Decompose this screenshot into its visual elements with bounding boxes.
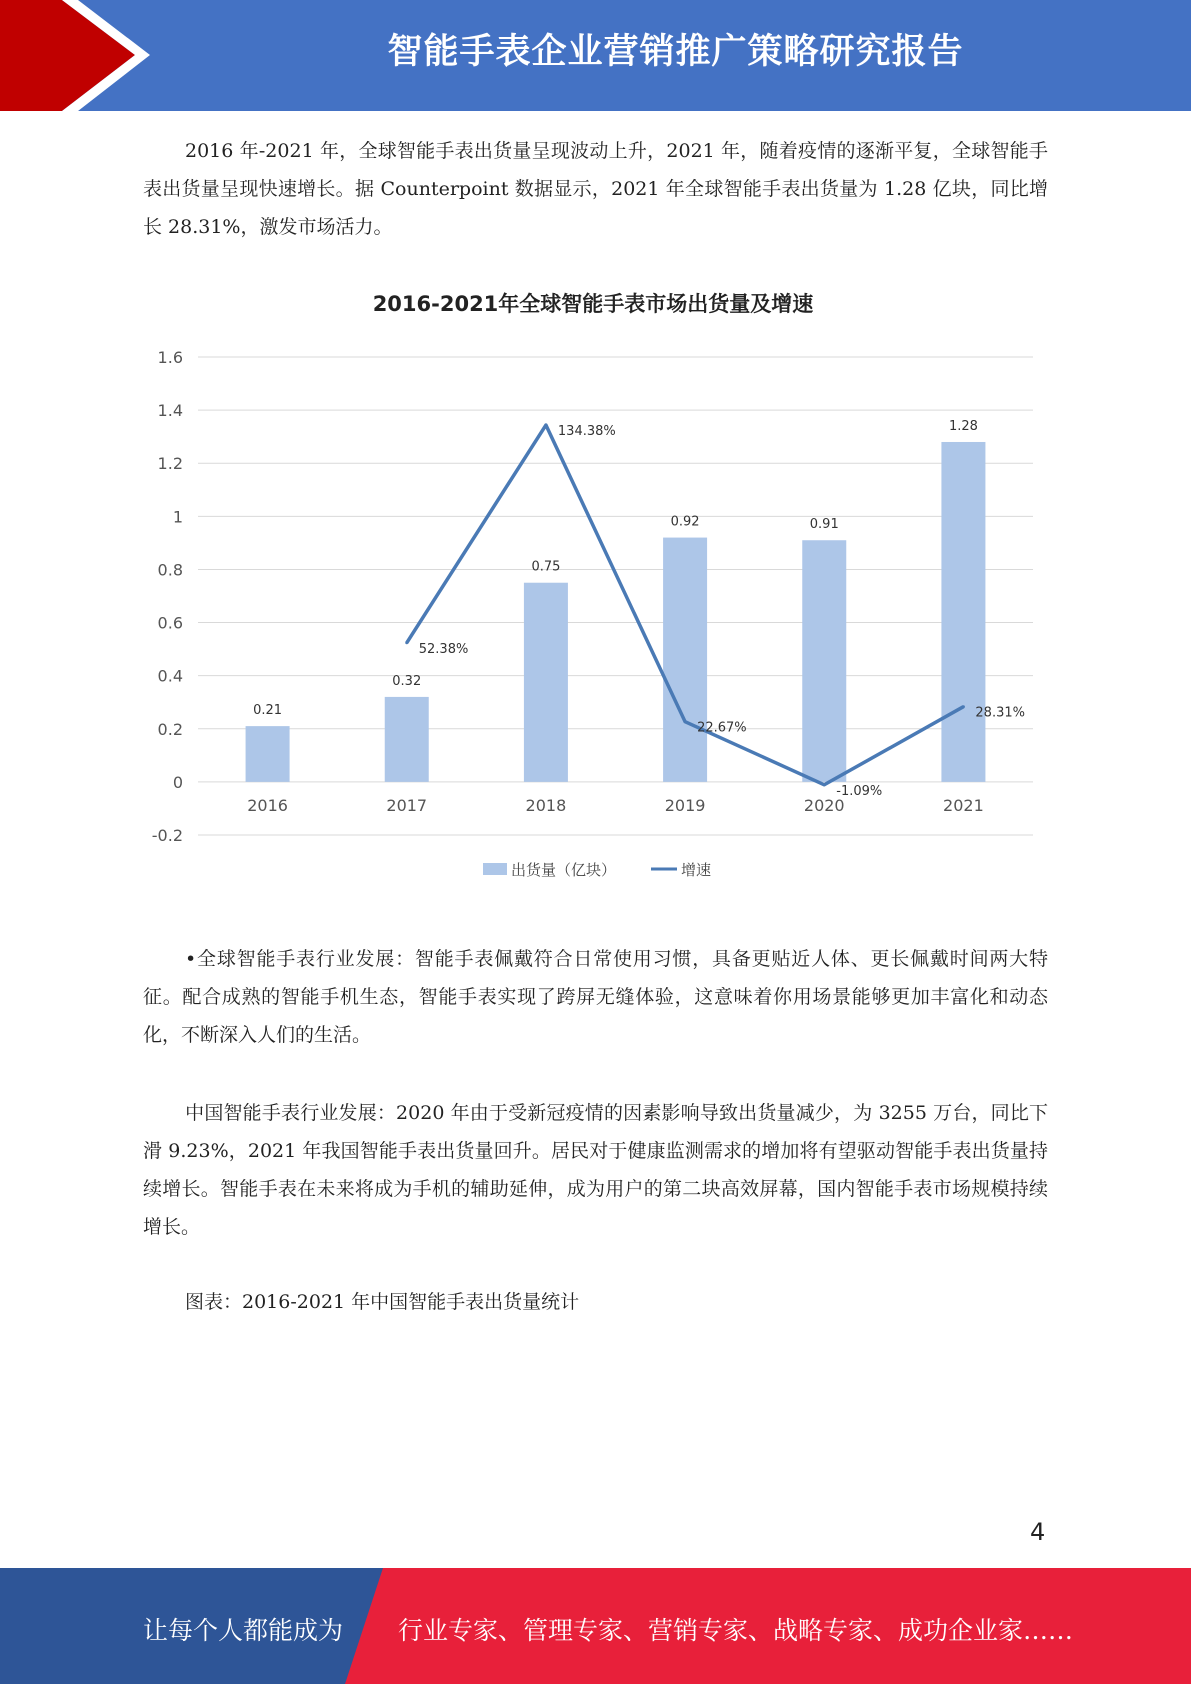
bar-value-label: 0.91	[809, 517, 839, 533]
page-title: 智能手表企业营销推广策略研究报告	[387, 32, 964, 72]
intro-paragraph-text: 2016 年-2021 年，全球智能手表出货量呈现波动上升，2021 年，随着疫情的逐渐平复，全球智能手表出货量呈现快速增长。据 Counterpoint 数据显示，2021 年全球智能手表出货量为 1.28 亿块，同比增长 28.31%，激发市场活力。	[143, 140, 1048, 238]
growth-value-label: 28.31%	[975, 705, 1025, 721]
growth-point	[544, 424, 547, 427]
bar-2019	[663, 538, 707, 782]
y-tick-label: 0	[172, 772, 183, 792]
figure-caption-text: 图表：2016-2021 年中国智能手表出货量统计	[185, 1291, 580, 1313]
y-tick-label: 1	[172, 507, 183, 527]
x-tick-label: 2018	[525, 795, 567, 815]
growth-point	[823, 783, 826, 786]
y-tick-label: -0.2	[151, 826, 183, 845]
china-industry-text: 中国智能手表行业发展：2020 年由于受新冠疫情的因素影响导致出货量减少，为 3255 万台，同比下滑 9.23%，2021 年我国智能手表出货量回升。居民对于健康监测需求的增加将有望驱动智能手表出货量持续增长。智能手表在未来将成为手机的辅助延伸，成为用户的第二块高效屏幕，国内智能手表市场规模持续增长。	[143, 1102, 1048, 1238]
header-chevron-icon	[0, 0, 160, 111]
page-footer	[0, 1568, 1191, 1684]
china-industry-paragraph	[143, 1094, 1048, 1246]
growth-value-label: 52.38%	[418, 641, 469, 657]
bar-2021	[941, 442, 985, 782]
y-tick-label: 1.4	[157, 401, 183, 421]
page-number: 4	[1030, 1518, 1046, 1546]
chart-title: 2016-2021年全球智能手表市场出货量及增速	[372, 292, 814, 316]
bar-2017	[385, 697, 429, 782]
footer-slogan-left: 让每个人都能成为	[143, 1616, 344, 1645]
bar-2016	[246, 726, 290, 782]
x-tick-label: 2021	[943, 795, 984, 815]
legend-bar-label: 出货量（亿块）	[511, 861, 617, 879]
bar-value-label: 0.21	[253, 703, 283, 719]
chart-bars	[246, 442, 986, 782]
x-tick-label: 2017	[386, 795, 428, 815]
legend-line-label: 增速	[681, 861, 712, 879]
bar-value-label: 1.28	[948, 418, 978, 434]
x-tick-label: 2019	[664, 795, 706, 815]
y-tick-label: 0.2	[157, 719, 183, 739]
y-tick-label: 1.2	[157, 454, 183, 474]
growth-value-label: 22.67%	[697, 720, 747, 736]
page-header	[0, 0, 1191, 111]
y-tick-label: 1.6	[157, 348, 183, 367]
bar-2020	[802, 540, 846, 782]
x-tick-label: 2016	[247, 795, 288, 815]
intro-paragraph	[143, 132, 1048, 246]
chart-legend	[483, 861, 711, 879]
x-tick-label: 2020	[803, 795, 845, 815]
global-industry-paragraph	[143, 940, 1048, 1054]
bar-value-label: 0.32	[392, 673, 422, 689]
shipment-chart	[143, 285, 1048, 905]
bar-value-label: 0.75	[531, 559, 561, 575]
legend-bar-swatch	[483, 863, 507, 875]
bar-value-label: 0.92	[670, 514, 700, 530]
global-industry-text: •全球智能手表行业发展：智能手表佩戴符合日常使用习惯，具备更贴近人体、更长佩戴时间两大特征。配合成熟的智能手机生态，智能手表实现了跨屏无缝体验，这意味着你用场景能够更加丰富化和动态化，不断深入人们的生活。	[143, 948, 1048, 1046]
growth-point	[684, 720, 687, 723]
growth-value-label: 134.38%	[557, 424, 616, 440]
figure-caption	[143, 1283, 1048, 1321]
y-tick-label: 0.6	[157, 613, 183, 633]
footer-slogan-right: 行业专家、管理专家、营销专家、战略专家、成功企业家……	[398, 1616, 1074, 1645]
growth-point	[405, 641, 408, 644]
chart-svg	[143, 285, 1048, 905]
y-tick-label: 0.4	[157, 666, 183, 686]
y-tick-label: 0.8	[157, 560, 183, 580]
bar-2018	[524, 583, 568, 782]
growth-value-label: -1.09%	[836, 783, 883, 799]
growth-point	[962, 705, 965, 708]
